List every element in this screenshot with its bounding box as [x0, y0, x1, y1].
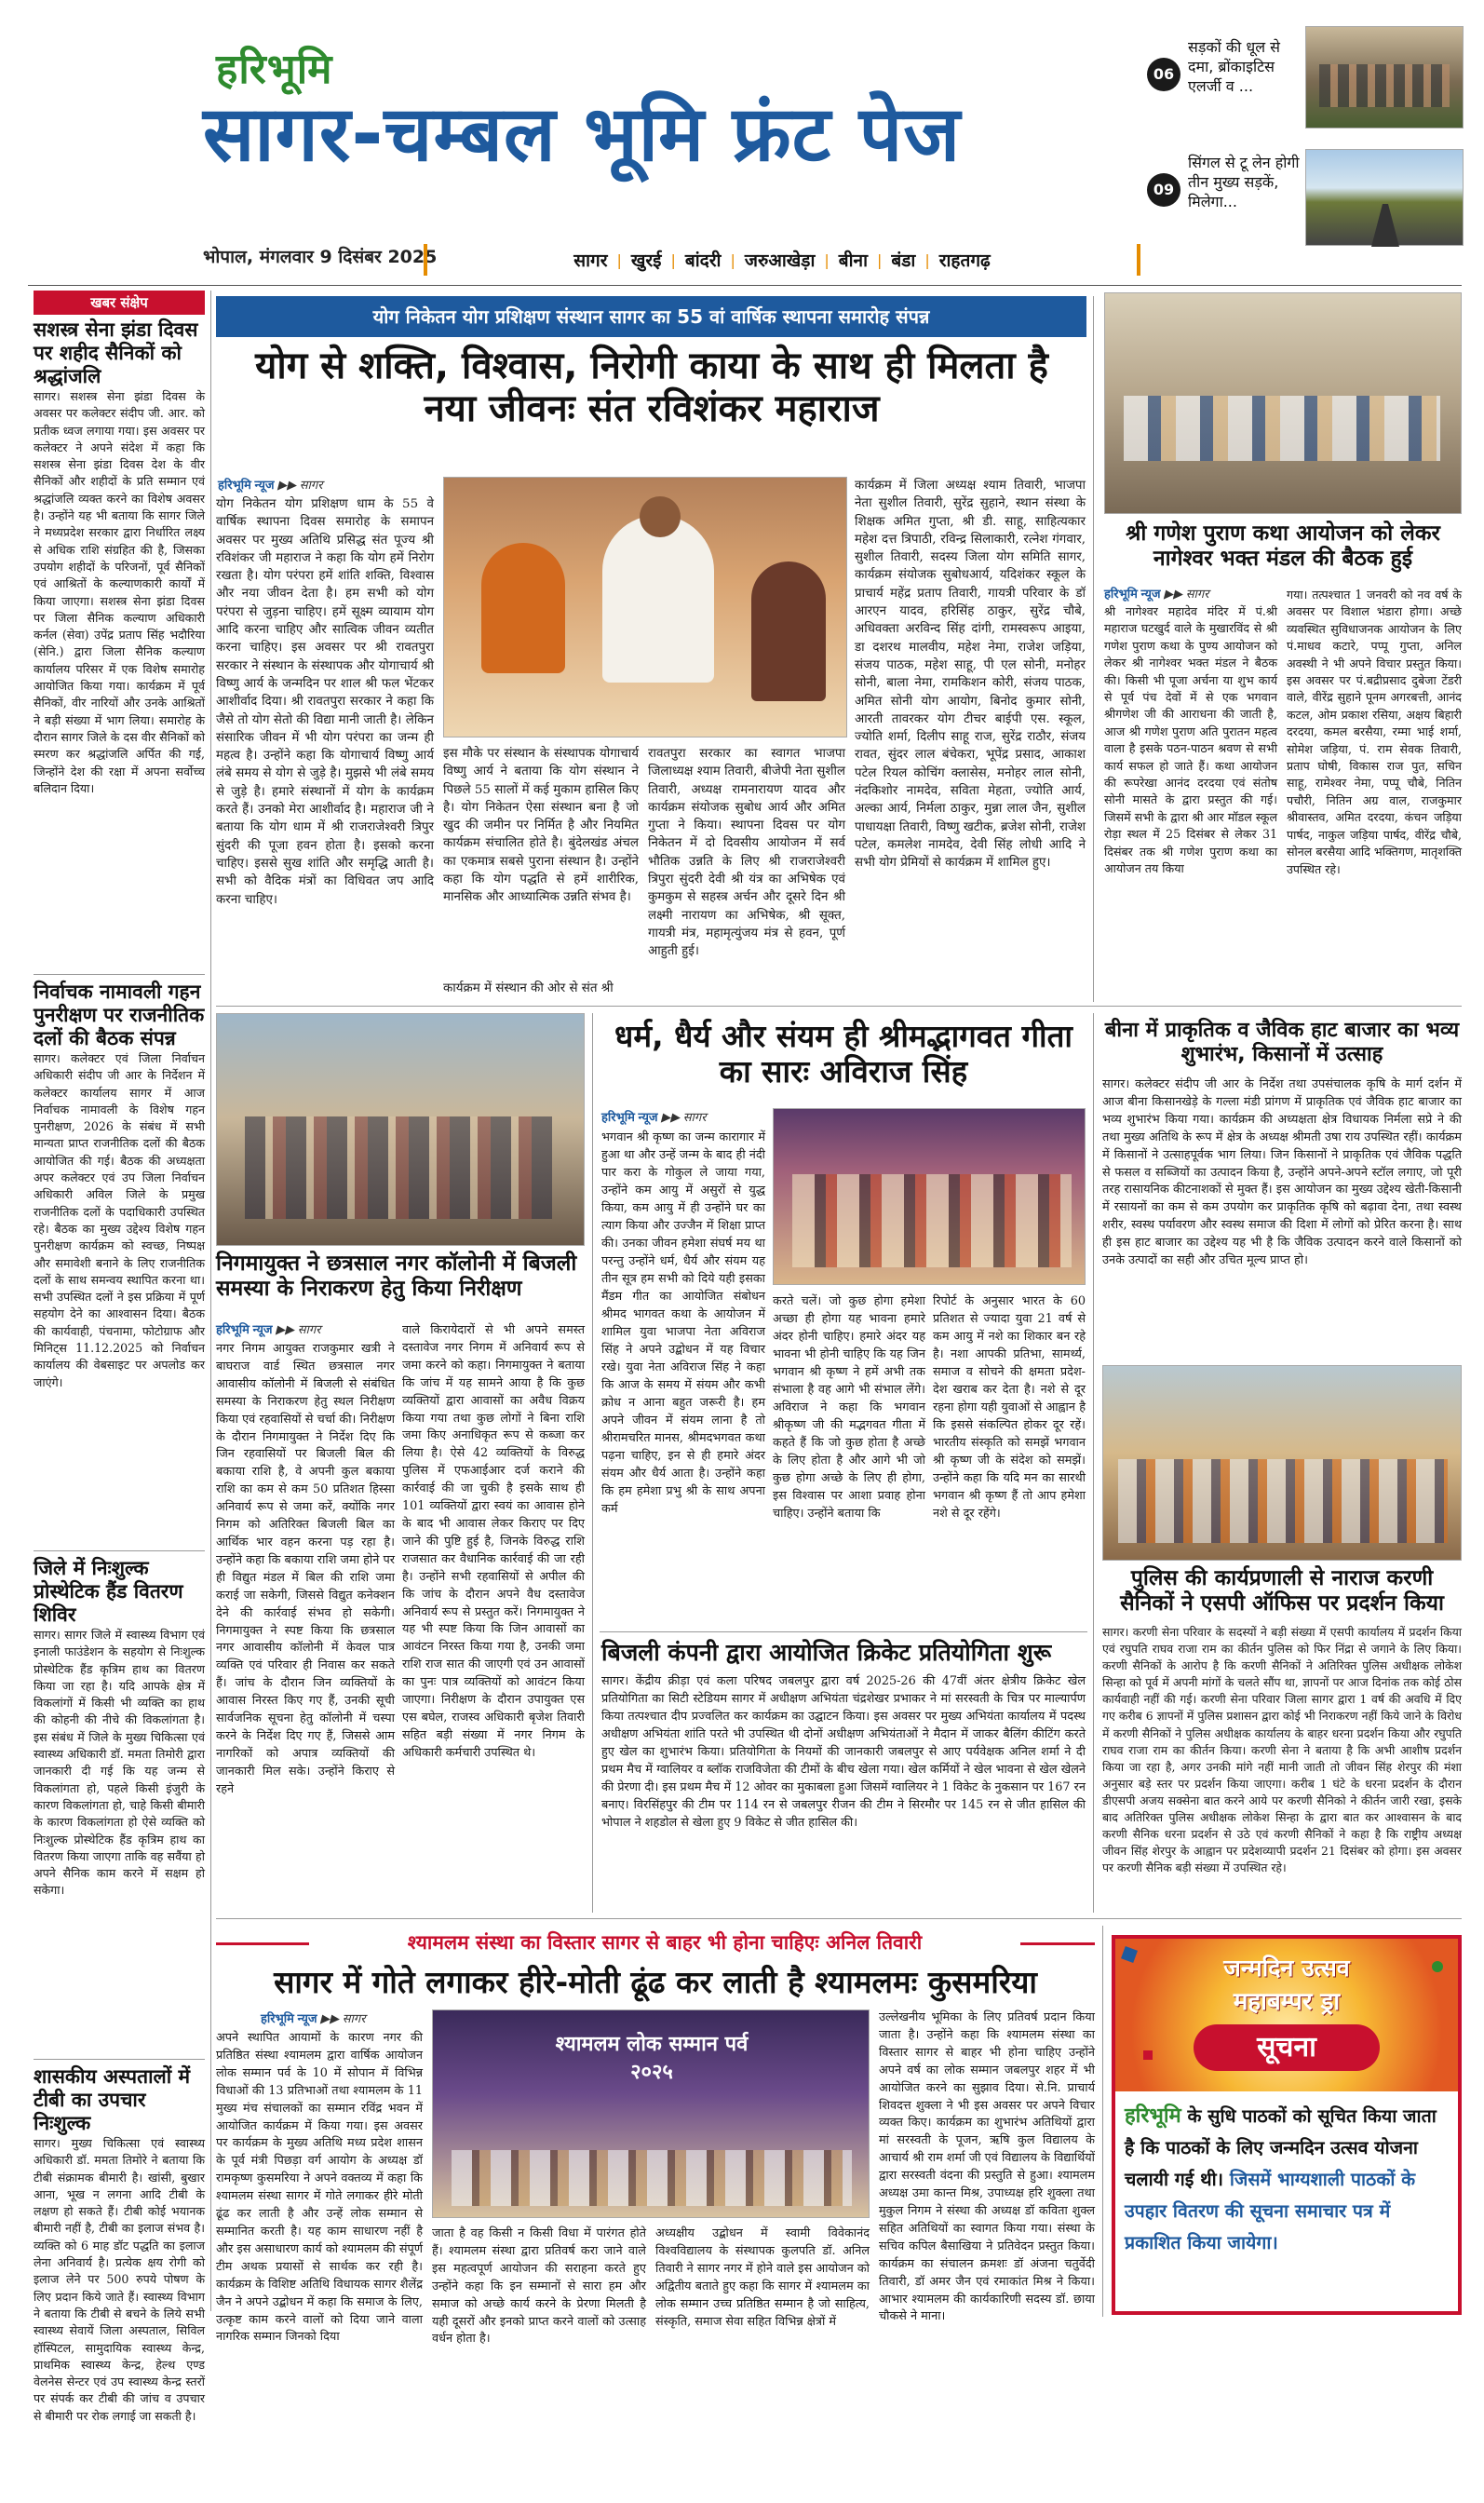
story-body: नगर निगम आयुक्त राजकुमार खत्री ने बाघराज वार्ड स्थित छत्रसाल नगर आवासीय कॉलोनी में बिजली से संबंधित समस्या के निराकरण हेतु स्थल निरीक्षण किया एवं रहवासियों से चर्चा की। निरीक्षण के दौरान निगमायुक्त ने निर्देश दिए कि जिन रहवासियों पर बिजली बिल की बकाया राशि है, वे अपनी कुल बकाया राशि का कम से कम 50 प्रतिशत हिस्सा अनिवार्य रूप से जमा करें, क्योंकि नगर निगम को अतिरिक्त बिजली बिल का आर्थिक भार वहन करना पड़ रहा है। उन्होंने कहा कि बकाया राशि जमा होने पर ही विद्युत मंडल में बिल की राशि जमा कराई जा सकेगी, जिससे विद्युत कनेक्शन देने की कार्रवाई संभव हो सकेगी। निगमायुक्त ने स्पष्ट किया कि छत्रसाल नगर आवासीय कॉलोनी में केवल पात्र व्यक्ति एवं परिवार ही निवास कर सकते हैं। जांच के दौरान जिन व्यक्तियों के आवास निरस्त किए गए हैं, उनकी सूची सार्वजनिक सूचना हेतु कॉलोनी में चस्पा करने के निर्देश दिए गए हैं, जिससे आम नागरिकों को अपात्र व्यक्तियों की जानकारी मिल सके। उन्होंने किराए से रहने — [216, 1342, 395, 1796]
story-body: सागर। करणी सेना परिवार के सदस्यों ने बड़ी संख्या में एसपी कार्यालय में प्रदर्शन किया एवं रघुपति राघव राजा राम का कीर्तन पुलिस को फिर निंद्रा से जगाने के लिए किया। करणी सैनिकों के आरोप है कि करणी सैनिकों ने अतिरिक्त पुलिस अधीक्षक लोकेश सिन्हा को पूर्व में अपनी मांगों के चलते सौंप था, ज्ञापनों पर आज दिनांक तक कोई ठोस कार्यवाही नहीं की गई। करणी सेना परिवार जिला सागर द्वारा 1 वर्ष की अवधि में दिए गए करीब 6 ज्ञापनों में पुलिस प्रशासन द्वारा कोई भी निराकरण नहीं किये जाने के विरोध में करणी सैनिकों ने पुलिस अधीक्षक कार्यालय के बाहर धरना प्रदर्शन किया और रघुपति राघव राजा राम का कीर्तन किया। करणी सेना ने बताया है कि अभी आशीष प्रदर्शन किया जा रहा है, अगर उनकी मांगे नहीं मानी जाती तो जीवन सिंह शेरपुर की मंशा अनुसार बड़े स्तर पर प्रदर्शन किया जाएगा। करीब 1 घंटे के धरना प्रदर्शन के दौरान डीएसपी अजय सक्सेना बात करने आये पर करणी सैनिको ने कीर्तन जारी रखा, इसके बाद अतिरिक्त पुलिस अधीक्षक लोकेश सिन्हा के द्वारा बात कर आश्वासन के बाद करणी सैनिक धरना प्रदर्शन से उठे एवं करणी सैनिकों ने कहा है कि राष्ट्रीय अध्यक्ष जीवन सिंह शेरपुर के आह्वान पर प्रदेशव्यापी प्रदर्शन 21 दिसंबर को होगा। इस अवसर पर करणी सैनिक बड़ी संख्या में उपस्थित रहे। — [1102, 1625, 1462, 1875]
teaser-1[interactable] — [1147, 26, 1464, 138]
brief-title: सशस्त्र सेना झंडा दिवस पर शहीद सैनिकों को श्रद्धांजलि — [34, 318, 198, 387]
story-body: जाता है वह किसी न किसी विधा में पारंगत होते हैं। श्यामलम संस्था द्वारा प्रतिवर्ष करा जाने वाले इस महत्वपूर्ण आयोजन की सराहना करते हुए उन्होंने कहा कि इन सम्मानों से सारा हम और समाज को अच्छे कार्य करने के प्रेरणा मिलती है यही दूसरों और इनको प्राप्त करने वालों को उत्साह वर्धन होता है। — [432, 2226, 646, 2347]
brief-body: सागर। सशस्त्र सेना झंडा दिवस के अवसर पर कलेक्टर संदीप जी. आर. को प्रतीक ध्वज लगाया गया। इस अवसर पर कलेक्टर ने अपने संदेश में कहा कि सशस्त्र सेना झंडा दिवस देश के वीर सैनिकों और शहीदों के प्रति सम्मान एवं श्रद्धांजलि व्यक्त करने का विशेष अवसर है। उन्होंने यह भी बताया कि सागर जिले ने मध्यप्रदेश सरकार द्वारा निर्धारित लक्ष्य से अधिक राशि संग्रहित की है, जिसका उपयोग शहीदों के परिजनों, पूर्व सैनिकों एवं आश्रितों के कल्याणकारी कार्यों में किया जाएगा। सशस्त्र सेना झंडा दिवस पर जिला सैनिक कल्याण अधिकारी कर्नल (सेवा) उपेंद्र प्रताप सिंह भदौरिया (सेनि.) द्वारा जिला सैनिक कल्याण कार्यालय परिसर में एक विशेष समारोह आयोजित किया गया। कार्यक्रम में पूर्व सैनिकों, वीर नारियों और उनके आश्रितों ने बड़ी संख्या में भाग लिया। समारोह के दौरान सागर जिले के दस वीर सैनिकों को स्मरण कर श्रद्धांजलि अर्पित की गई, जिन्होंने देश की रक्षा में अपना सर्वोच्च बलिदान दिया। — [34, 389, 205, 795]
story-kicker: श्यामलम संस्था का विस्तार सागर से बाहर भी होना चाहिएः अनिल तिवारी — [407, 1931, 923, 1954]
city-jaruakheda[interactable]: जरुआखेड़ा — [744, 250, 816, 271]
brief-body: सागर। मुख्य चिकित्सा एवं स्वास्थ्य अधिकारी डॉ. ममता तिमोरे ने बताया कि टीबी संक्रामक बीमारी है। खांसी, बुखार आना, भूख न लगना आदि टीबी के लक्षण हो सकते हैं। टीबी कोई भयानक बीमारी नहीं है, टीबी का इलाज संभव है। व्यक्ति को 6 माह डॉट पद्धति का इलाज लेना अनिवार्य है। प्रत्येक क्षय रोगी को इलाज लेने पर 500 रुपये पोषण के लिए प्रदान किये जाते हैं। स्वास्थ्य विभाग ने बताया कि टीबी से बचने के लिये सभी स्वास्थ्य सेवायें जिला अस्पताल, सिविल हॉस्पिटल, सामुदायिक स्वास्थ्य केन्द्र, प्राथमिक स्वास्थ्य केन्द्र, हेल्थ एण्ड वेलनेस सेन्टर एवं उप स्वास्थ्य केन्द्र स्तरों पर संपर्क कर टीबी की जांच व उपचार से बीमारी पर रोक लगाई जा सकती है। — [34, 2136, 205, 2423]
story-headline: निगमायुक्त ने छत्रसाल नगर कॉलोनी में बिजली समस्या के निराकरण हेतु किया निरीक्षण — [216, 1252, 577, 1301]
story-body: गया। तत्पश्चात 1 जनवरी को नव वर्ष के अवसर पर विशाल भंडारा होगा। अच्छे व्यवस्थित सुविधाजनक आयोजन के लिए पं.माधव कटारे, पप्पू गुप्ता, अनिल अवस्थी ने भी अपने विचार प्रस्तुत किया। इस अवसर पर पं.बद्रीप्रसाद दुबेजा टेंडरी वाले, वीरेंद्र सुहाने पूनम अगरबत्ती, आनंद कटल, ओम प्रकाश रसिया, अक्षय बिहारी दरदया, कमल बरसैया, रम्मा भाई शर्मा, सोमेश जड़िया, पं. राम सेवक तिवारी, प्रताप घोषी, विकास राज पुत, सचिन साहू, रामेश्वर नेमा, पप्पू चौबे, नितिन पचौरी, नितिन अग्र वाल, राजकुमार श्रीवास्तव, अमित दरदया, कंचन जड़िया पार्षद, नाकुल जड़िया पार्षद, वीरेंद्र चौबे, सोनल बरसैया आदि भक्तिगण, मातृशक्ति उपस्थित रहे। — [1287, 588, 1462, 876]
story-byline: हरिभूमि न्यूज ▶▶ सागर — [601, 1110, 707, 1124]
protest-photo — [1102, 1365, 1462, 1561]
stage-banner-text: श्यामलम लोक सम्मान पर्व २०२५ — [555, 2033, 749, 2084]
byline-brand: हरिभूमि न्यूज — [601, 1110, 658, 1124]
kicker-banner: योग निकेतन योग प्रशिक्षण संस्थान सागर का 55 वां वार्षिक स्थापना समारोह संपन्न — [216, 296, 1086, 337]
story-body: सागर। कलेक्टर संदीप जी आर के निर्देश तथा उपसंचालक कृषि के मार्ग दर्शन में आज बीना किसानखेड़े के गल्ला मंडी प्रांगण में प्राकृतिक एवं जैविक हाट बाजार का भव्य शुभारंभ किया गया। कार्यक्रम की अध्यक्षता क्षेत्र विधायक निर्मला सप्रे ने की तथा मुख्य अतिथि के रूप में क्षेत्र के अध्यक्ष श्रीमती उषा राय उपस्थित रहीं। कार्यक्रम में किसानों ने उत्साहपूर्वक भाग लिया। जिन किसानों ने प्राकृतिक एवं जैविक पद्धति से फसल व सब्जियों का उत्पादन किया है, उन्होंने अपने-अपने स्टॉल लगाए, जो पूरी तरह रासायनिक कीटनाशकों से मुक्त हैं। इस आयोजन का मुख्य उद्देश्य खेती-किसानी में रसायनों का कम से कम उपयोग कर प्राकृतिक कृषि को बढ़ावा देना, तथा स्वस्थ शरीर, स्वस्थ पर्यावरण और स्वस्थ समाज की दिशा में लोगों को प्रेरित करना है। साथ ही इस हाट बाजार का उद्देश्य यह भी है कि जैविक उत्पादन करने वाले किसानों को उनके उत्पादों का सही और उचित मूल्य प्राप्त हो। — [1102, 1077, 1462, 1268]
inspection-photo — [216, 1013, 585, 1246]
brief-item — [34, 2065, 205, 2503]
story-byline: हरिभूमि न्यूज ▶▶ सागर — [1104, 587, 1209, 601]
story-headline: सागर में गोते लगाकर हीरे-मोती ढूंढ कर लाती है श्यामलमः कुसमरिया — [274, 1964, 1037, 2000]
city-sagar[interactable]: सागर — [573, 250, 608, 271]
notice-title-1: जन्मदिन उत्सव — [1223, 1955, 1350, 1982]
story-body: सागर। केंद्रीय क्रीड़ा एवं कला परिषद जबलपुर द्वारा वर्ष 2025-26 की 47वीं अंतर क्षेत्रीय क्रिकेट खेल प्रतियोगिता का सिटी स्टेडियम सागर में अधीक्षण अभियंता चंद्रशेखर प्रभाकर ने मां सरस्वती के चित्र पर माल्यार्पण किया तत्पश्चात दीप प्रज्वलित कर कार्यक्रम का उद्घाटन किया। इस अवसर पर मुख्य अभियंता कार्यालय में पदस्थ अधीक्षण अभियंता शांति परते भी उपस्थित थी दोनों अधीक्षण अभियंताओं ने मैदान में जाकर बैलिंग कीटिंग करते हुए खेल का शुभारंभ किया। प्रतियोगिता के नियमों की जानकारी जबलपुर से आए पर्यवेक्षक अनिल शर्मा ने दी प्रथम मैच में ग्वालियर व ब्लॉक राजविजेता की टीमों के बीच खेला गया। खेल कर्मियों ने खेल भावना से खेल खेलने की प्रेरणा दी। इस प्रथम मैच में 12 ओवर का मुकाबला हुआ जिसमें ग्वालियर ने 1 विकेट के नुकसान पर 167 रन बनाए। विरसिंहपुर की टीम पर 114 रन से जबलपुर रीजन की टीम ने सिरमौर पर 145 रन से जीत हासिल की भोपाल ने शहडोल से खेला हुए 9 विकेट से जीत हासिल की। — [601, 1674, 1086, 1830]
dateline: भोपाल, मंगलवार 9 दिसंबर 2025 — [203, 247, 438, 267]
teaser-page-badge: 09 — [1147, 173, 1180, 207]
brief-item — [34, 318, 205, 968]
story-headline: धर्म, धैर्य और संयम ही श्रीमद्भागवत गीता का सारः अविराज सिंह — [614, 1018, 1073, 1090]
byline-brand: हरिभूमि न्यूज — [261, 2011, 317, 2025]
story-byline: हरिभूमि न्यूज ▶▶ सागर — [261, 2011, 366, 2025]
brief-body: सागर। कलेक्टर एवं जिला निर्वाचन अधिकारी संदीप जी आर के निर्देशन में कलेक्टर कार्यालय सागर में आज निर्वाचक नामावली के विशेष गहन पुनरीक्षण, 2026 के संबंध में सभी मान्यता प्राप्त राजनीतिक दलों की बैठक आयोजित की गई। बैठक की अध्यक्षता अपर कलेक्टर एवं उप जिला निर्वाचन अधिकारी अविल जिले के प्रमुख राजनीतिक दलों के पदाधिकारी उपस्थित रहे। बैठक का मुख्य उद्देश्य विशेष गहन पुनरीक्षण कार्यक्रम को स्वच्छ, निष्पक्ष और समावेशी बनाने के लिए राजनीतिक दलों के साथ समन्वय स्थापित करना था। सभी उपस्थित दलों ने इस प्रक्रिया में पूर्ण सहयोग देने का आश्वासन दिया। बैठक की कार्यवाही, पंचनामा, फोटोग्राफ और मिनिट्स 11.12.2025 को निर्वाचन कार्यालय की वेबसाइट पर अपलोड कर जाएंगे। — [34, 1051, 205, 1389]
news-brief-sidebar — [34, 291, 205, 2423]
yoga-event-photo — [443, 477, 847, 737]
story-body: वाले किरायेदारों से भी अपने समस्त दस्तावेज नगर निगम में अनिवार्य रूप से जमा करने को कहा। निगमायुक्त ने बताया कि जांच में यह सामने आया है कि कुछ व्यक्तियों द्वारा आवासों का अवैध विक्रय किया गया तथा कुछ लोगों ने बिना राशि जमा किए अनाधिकृत रूप से कब्जा कर लिया है। ऐसे 42 व्यक्तियों के विरुद्ध पुलिस में एफआईआर दर्ज कराने की कार्रवाई की जा चुकी है इसके साथ ही 101 व्यक्तियों द्वारा स्वयं का आवास होने के बाद भी आवास लेकर किराए पर दिए जाने की पुष्टि हुई है, जिनके विरुद्ध राशि राजसात कर वैधानिक कार्रवाई की जा रही है। उन्होंने सभी रहवासियों से अपील की कि जांच के दौरान अपने वैध दस्तावेज अनिवार्य रूप से प्रस्तुत करें। निगमायुक्त ने यह भी स्पष्ट किया कि जिन आवासों का आवंटन निरस्त किया गया है, उनकी जमा राशि राज सात की जाएगी एवं उन आवासों का पुनः पात्र व्यक्तियों को आवंटन किया जाएगा। निरीक्षण के दौरान उपायुक्त एस एस बघेल, राजस्व अधिकारी बृजेश तिवारी सहित बड़ी संख्या में नगर निगम के अधिकारी कर्मचारी उपस्थित थे। — [402, 1323, 585, 1760]
story-body: योग निकेतन योग प्रशिक्षण धाम के 55 वे वार्षिक स्थापना दिवस समारोह के समापन अवसर पर मुख्य अतिथि प्रसिद्ध संत पूज्य श्री रविशंकर जी महाराज ने कहा कि योग हमें निरोग रखता है। योग परंपरा हमें शांति शक्ति, विश्वास और नया जीवन देता है। हम सभी को योग परंपरा से जुड़ना चाहिए। हमें सूक्ष्म व्यायाम योग आदि करना चाहिए और सात्विक जीवन व्यतीत करना चाहिए। इस अवसर पर श्री रावतपुरा सरकार ने संस्थान के संस्थापक और योगाचार्य श्री विष्णु आर्य के जन्मदिन पर शाल श्री फल भेंटकर आशीर्वाद दिया। श्री रावतपुरा सरकार ने कहा कि जैसे तो योग सेतो की विद्या मानी जाती है। लेकिन संसारिक जीवन में भी योग परंपरा का जन्म ही महत्व है। उन्होंने कहा कि योगाचार्य विष्णु आर्य लंबे समय से योग से जुड़े है। मुझसे भी लंबे समय से जुड़े है। हमारे संस्थानों में योग के कार्यक्रम करते हैं। उनको मेरा आशीर्वाद है। महाराज जी ने बताया कि योग धाम में श्री राजराजेश्वरी त्रिपुर सुंदरी की पूजा हवन होता है। इसको करना चाहिए। इससे सुख शांति और समृद्धि आती है। सभी को वैदिक मंत्रों का विधिवत जप आदि करना चाहिए। — [216, 497, 434, 907]
story-body: अपने स्थापित आयामों के कारण नगर की प्रतिष्ठित संस्था श्यामलम द्वारा वार्षिक आयोजन लोक सम्मान पर्व के 10 में सोपान में विभिन्न विधाओं की 13 प्रतिभाओं तथा श्यामलम के 11 मुख्य मंच संचालकों का सम्मान रविंद्र भवन में आयोजित कार्यक्रम में किया गया। इस अवसर पर कार्यक्रम के मुख्य अतिथि मध्य प्रदेश शासन के पूर्व मंत्री पिछड़ा वर्ग आयोग के अध्यक्ष डॉ रामकृष्ण कुसमरिया ने अपने वक्तव्य में कहा कि श्यामलम संस्था सागर में गोते लगाकर हीरे मोती ढूंढ कर लाती है और उन्हें लोक सम्मान से सम्मानित करती है। यह काम साधारण नहीं है और इस असाधारण कार्य को श्यामलम की संपूर्ण टीम अथक प्रयासों से सार्थक कर रही है। कार्यक्रम के विशिष्ट अतिथि विधायक सागर शैलेंद्र जैन ने अपने उद्बोधन में कहा कि समाज के लिए, उत्कृष्ट काम करने वालों को दिया जाने वाला नागरिक सम्मान जिनको दिया — [216, 2031, 423, 2345]
teaser-page-badge: 06 — [1147, 58, 1180, 91]
city-banda[interactable]: बंडा — [891, 250, 916, 271]
byline-city: सागर — [297, 1322, 321, 1336]
notice-text-1: के सुधि पाठकों को सूचित किया जाता है कि पाठकों के लिए जन्मदिन उत्सव योजना चलायी गई थी। — [1125, 2105, 1437, 2190]
story-body: उल्लेखनीय भूमिका के लिए प्रतिवर्ष प्रदान किया जाता है। उन्होंने कहा कि श्यामलम संस्था का विस्तार सागर से बाहर भी होना चाहिए उन्होंने अपने वर्ष का लोक सम्मान जबलपुर शहर में भी आयोजित करने का सुझाव दिया। से.नि. प्राचार्य शिवदत्त शुक्ला ने भी इस अवसर पर अपने विचार व्यक्त किए। कार्यक्रम का शुभारंभ अतिथियों द्वारा मां सरस्वती के पूजन, ऋषि कुल विद्यालय के आचार्य श्री राम शर्मा जी एवं विद्यालय के विद्यार्थियों द्वारा सरस्वती वंदना की प्रस्तुति से हुआ। श्यामलम अध्यक्ष उमा कान्त मिश्र, उपाध्यक्ष हरि शुक्ला तथा मुकुल निगम ने संस्था की अध्यक्ष डॉ कविता शुक्ल सहित अतिथियों का स्वागत किया गया। संस्था के सचिव कपिल बैसाखिया ने प्रतिवेदन प्रस्तुत किया। कार्यक्रम का संचालन क्रमशः डॉ अंजना चतुर्वेदी तिवारी, डॉ अमर जैन एवं रमाकांत मिश्र ने किया। आभार श्यामलम की कार्यकारिणी सदस्य डॉ. छाया चौकसे ने माना। — [879, 2010, 1095, 2324]
teaser-2[interactable] — [1147, 149, 1464, 261]
teaser-photo — [1305, 149, 1464, 246]
story-headline: बिजली कंपनी द्वारा आयोजित क्रिकेट प्रतियोगिता शुरू — [601, 1639, 1052, 1666]
story-headline: श्री गणेश पुराण कथा आयोजन को लेकर नागेश्वर भक्त मंडल की बैठक हुई — [1126, 521, 1440, 571]
byline-brand: हरिभूमि न्यूज — [218, 478, 275, 492]
brief-body: सागर। सागर जिले में स्वास्थ्य विभाग एवं इनाली फाउंडेशन के सहयोग से निःशुल्क प्रोस्थेटिक हैंड कृत्रिम हाथ का वितरण किया जा रहा है। यदि आपके क्षेत्र में विकलांगों में किसी भी व्यक्ति का हाथ की कोहनी की नीचे की विकलांगता है। इस संबंध में जिले के मुख्य चिकित्सा एवं स्वास्थ्य अधिकारी डॉ. ममता तिमोरी द्वारा जानकारी दी गई कि यह जन्म से विकलांगता हो, पहले किसी इंजुरी के कारण विकलांगता हो, चाहे किसी बीमारी के कारण विकलांगता हो ऐसे व्यक्ति को निःशुल्क प्रोस्थेटिक हैंड कृत्रिम हाथ का वितरण किया जाएगा ताकि वह सवैंया हो अपने सैनिक काम करने में सक्षम हो सकेगा। — [34, 1628, 205, 1898]
notice-tag: सूचना — [1194, 2024, 1380, 2071]
notice-header — [1115, 1939, 1458, 2091]
brief-label: खबर संक्षेप — [34, 291, 205, 315]
byline-city: सागर — [1185, 587, 1209, 601]
brand-logo: हरिभूमि — [216, 46, 333, 93]
photo-caption: कार्यक्रम में संस्थान की ओर से संत श्री — [443, 981, 614, 995]
award-ceremony-photo — [432, 2009, 870, 2218]
byline-brand: हरिभूमि न्यूज — [1104, 587, 1161, 601]
story-body: रिपोर्ट के अनुसार भारत के 60 प्रतिशत से ज्यादा युवा 21 वर्ष से कम आयु में नशे का शिकार बन रहे है। नशा आपकी प्रतिभा, सामर्थ्य, समाज व सोचने की क्षमता प्रदेश-देश खराब कर देता है। नशे से दूर रहना होगा यही युवाओं से आह्वान है कि इससे संकल्पित होकर दूर रहें। भारतीय संस्कृति को समझें भगवान श्री कृष्ण जी के संदेश को समझें। उन्होंने कहा कि यदि मन का सारथी भगवान श्री कृष्ण हैं तो आप हमेशा नशे से दूर रहेंगे। — [933, 1294, 1086, 1521]
teaser-text: सड़कों की धूल से दमा, ब्रोंकाइटिस एलर्जी व ... — [1188, 38, 1281, 95]
byline-brand: हरिभूमि न्यूज — [216, 1322, 273, 1336]
bhagwat-event-photo — [773, 1108, 1086, 1285]
story-headline: बीना में प्राकृतिक व जैविक हाट बाजार का भव्य शुभारंभ, किसानों में उत्साह — [1104, 1019, 1460, 1066]
birthday-draw-notice — [1112, 1935, 1462, 2315]
city-strip: सागर | खुरई | बांदरी | जरुआखेड़ा | बीना | बंडा | राहतगढ़ — [424, 244, 1140, 276]
brief-title: निर्वाचक नामावली गहन पुनरीक्षण पर राजनीतिक दलों की बैठक संपन्न — [34, 981, 205, 1049]
story-body: अध्यक्षीय उद्बोधन में स्वामी विवेकानंद विश्वविद्यालय के संस्थापक कुलपति डॉ. अनिल तिवारी ने सागर नगर में होने वाले इस आयोजन को अद्वितीय बताते हुए कहा कि सागर में श्यामलम का लोक सम्मान उच्च प्रतिष्ठित सम्मान है जो साहित्य, संस्कृति, समाज सेवा सहित विभिन्न क्षेत्रों में — [655, 2226, 870, 2329]
brief-title: शासकीय अस्पतालों में टीबी का उपचार निःशुल्क — [34, 2065, 191, 2134]
story-body: कार्यक्रम में जिला अध्यक्ष श्याम तिवारी, भाजपा नेता सुशील तिवारी, सुरेंद्र सुहाने, स्थान संस्था के शिक्षक अमित गुप्ता, श्री डी. साहू, साहित्यकार महेश दत्त त्रिपाठी, रविन्द्र सिलाकारी, रत्नेश गंगवार, सुशील तिवारी, सदस्य जिला योग समिति सागर, कार्यक्रम संयोजक सुबोधआर्य, यदिशंकर स्कूल के प्राचार्य महेंद्र प्रताप तिवारी, गायत्री परिवार के डॉ आरएन यादव, हरिसिंह ठाकुर, सुरेंद्र चौबे, अधिवक्ता अरविन्द सिंह दांगी, रामस्वरूप आइया, डा दशरथ मालवीय, महेश नेमा, राजेश जड़िया, संजय पाठक, महेश साहू, पी एल सोनी, मनोहर सोनी, बाला नेमा, रामकिशन कोरी, संजय पाठक, अमित सोनी योग आयोग, बिनोद कुमार सोनी, आरती तावरकर योग टीचर बाईपी एस. स्कूल, ज्योति शर्मा, दिलीप साहू राज, सुरेंद्र राठौर, संजय रावत, सुंदर लाल बंचेकरा, भूपेंद्र प्रसाद, आकाश पटेल रियल कोचिंग क्लासेस, मनोहर लाल सोनी, नंदकिशोर नामदेव, सविता मेहता, ज्योति आर्य, अल्का आर्य, निर्मला ठाकुर, मुन्ना लाल जैन, सुशील पाधायक्षा तिवारी, विष्णु खटीक, ब्रजेश सोनी, राजेश पटेल, कमलेश नामदेव, देवी सिंह लोधी आदि ने सभी योग प्रेमियों से कार्यक्रम में शामिल हुए। — [855, 479, 1086, 871]
city-bina[interactable]: बीना — [838, 250, 869, 271]
story-body: करते चलें। जो कुछ होगा हमेशा अच्छा ही होगा यह भावना हमारे अंदर होनी चाहिए। हमारे अंदर यह भावना भी होनी चाहिए कि यह जिन भगवान श्री कृष्ण ने हमें अभी तक संभाला है वह आगे भी संभाल लेंगे। अविराज ने कहा कि भगवान श्रीकृष्ण जी की मद्भगवत गीता में कहते हैं कि जो कुछ होता है अच्छे के लिए होता है और आगे भी जो कुछ होगा अच्छे के लिए ही होगा, इस विश्वास पर आशा प्रवाह होना चाहिए। उन्होंने बताया कि — [773, 1294, 925, 1521]
brief-title: जिले में निःशुल्क प्रोस्थेटिक हैंड वितरण शिविर — [34, 1557, 183, 1626]
story-headline: पुलिस की कार्यप्रणाली से नाराज करणी सैनिकों ने एसपी ऑफिस पर प्रदर्शन किया — [1120, 1566, 1444, 1616]
story-byline: हरिभूमि न्यूज ▶▶ सागर — [216, 1322, 321, 1336]
masthead — [0, 0, 1484, 289]
teaser-text: सिंगल से टू लेन होगी तीन मुख्य सड़कें, मिलेगा... — [1188, 154, 1300, 210]
city-rahatgarh[interactable]: राहतगढ़ — [938, 250, 991, 271]
city-khurai[interactable]: खुरई — [630, 250, 662, 271]
story-headline: योग से शक्ति, विश्वास, निरोगी काया के साथ ही मिलता है नया जीवनः संत रविशंकर महाराज — [255, 345, 1048, 431]
byline-city: सागर — [682, 1110, 707, 1124]
notice-body — [1125, 2101, 1450, 2259]
story-byline: हरिभूमि न्यूज ▶▶ सागर — [218, 478, 323, 492]
story-body: इस मौके पर संस्थान के संस्थापक योगाचार्य विष्णु आर्य ने बताया कि योग संस्थान ने पिछले 55 सालों में कई मुकाम हासिल किए है। योग निकेतन ऐसा संस्थान बना है जो खुद की जमीन पर निर्मित है और नियमित कार्यक्रम संचालित होते है। बुंदेलखंड अंचल का एकमात्र सबसे पुराना संस्थान है। उन्होंने कहा कि योग पद्धति से हमें शारीरिक, मानसिक और आध्यात्मिक उन्नति संभव है। — [443, 747, 639, 905]
brief-item — [34, 981, 205, 1545]
city-bandri[interactable]: बांदरी — [684, 250, 722, 271]
byline-city: सागर — [342, 2011, 366, 2025]
notice-title-2: महाबम्पर ड्रा — [1233, 1988, 1341, 2016]
story-body: श्री नागेश्वर महादेव मंदिर में पं.श्री महाराज घटखुर्द वाले के मुखारविंद से श्री गणेश पुराण कथा के पुण्य आयोजन को लेकर श्री नागेश्वर भक्त मंडल ने बैठक की। किसी भी पूजा अर्चना या शुभ कार्य से पूर्व पंच देवों में से एक भगवान श्रीगणेश जी की आराधना की जाती है, आज श्री गणेश पुराण अति पुरातन महत्व वाला है इसके पठन-पाठन श्रवण से सभी कार्य सफल हो जाते हैं। कथा आयोजन की रूपरेखा आनंद दरदया एवं संतोष सोनी मासते के द्वारा प्रस्तुत की गई। जिसमें सभी के द्वारा श्री आर मॉडल स्कूल रोड़ा स्थल में 25 दिसंबर से लेकर 31 दिसंबर तक श्री गणेश पुराण कथा का आयोजन तय किया — [1104, 604, 1277, 876]
notice-text-2: जिसमें भाग्यशाली पाठकों के उपहार वितरण की सूचना समाचार पत्र में प्रकाशित किया जायेगा। — [1125, 2169, 1416, 2253]
brief-item — [34, 1557, 205, 2053]
story-body: भगवान श्री कृष्ण का जन्म कारागार में हुआ था और उन्हें जन्म के बाद ही नंदी पार करा के गोकुल ले जाया गया, उन्होंने कम आयु में असुरों से युद्ध किया, कम आयु में ही उन्होंने घर का त्याग किया और उज्जैन में शिक्षा प्राप्त की। उनका जीवन हमेशा संघर्ष मय था परन्तु उन्होंने धर्म, धैर्य और संयम यह तीन सूत्र हम सभी को दिये यही इसका मैंडम गीत का आयोजित संबोधन श्रीमद भागवत कथा के आयोजन में शामिल युवा भाजपा नेता अविराज सिंह ने अपने उद्बोधन में यह विचार रखे। युवा नेता अविराज सिंह ने कहा कि आज के समय में संयम और कभी क्रोध न आना बहुत जरूरी है। हम अपने जीवन में संयम लाना है तो श्रीरामचरित मानस, श्रीमदभगवत कथा पढ़ना चाहिए, इन से ही हमारे अंदर संयम और धैर्य आता है। उन्होंने कहा कि हम हमेशा प्रभु श्री के साथ अपना कर्म — [601, 1130, 765, 1516]
byline-city: सागर — [299, 478, 323, 492]
story-body: रावतपुरा सरकार का स्वागत भाजपा जिलाध्यक्ष श्याम तिवारी, बीजेपी नेता सुशील तिवारी, अध्यक्ष रामनारायण यादव और कार्यक्रम संयोजक सुबोध आर्य और अमित गुप्ता ने किया। स्थापना दिवस पर योग निकेतन में दो दिवसीय आयोजन में सर्व भौतिक उन्नति के लिए श्री राजराजेश्वरी त्रिपुरा सुंदरी देवी श्री यंत्र का अभिषेक एवं कुमकुम से सहस्त्र अर्चन और दूसरे दिन श्री लक्ष्मी नारायण का अभिषेक, श्री सूक्त, गायत्री मंत्र, महामृत्युंजय मंत्र से हवन, पूर्ण आहुती हुई। — [648, 747, 845, 959]
meeting-photo — [1104, 292, 1462, 514]
kicker-strip — [216, 1926, 1095, 1963]
teaser-photo — [1305, 26, 1464, 129]
page-title: सागर-चम्बल भूमि फ्रंट पेज — [203, 90, 962, 179]
notice-brand: हरिभूमि — [1125, 2104, 1181, 2128]
